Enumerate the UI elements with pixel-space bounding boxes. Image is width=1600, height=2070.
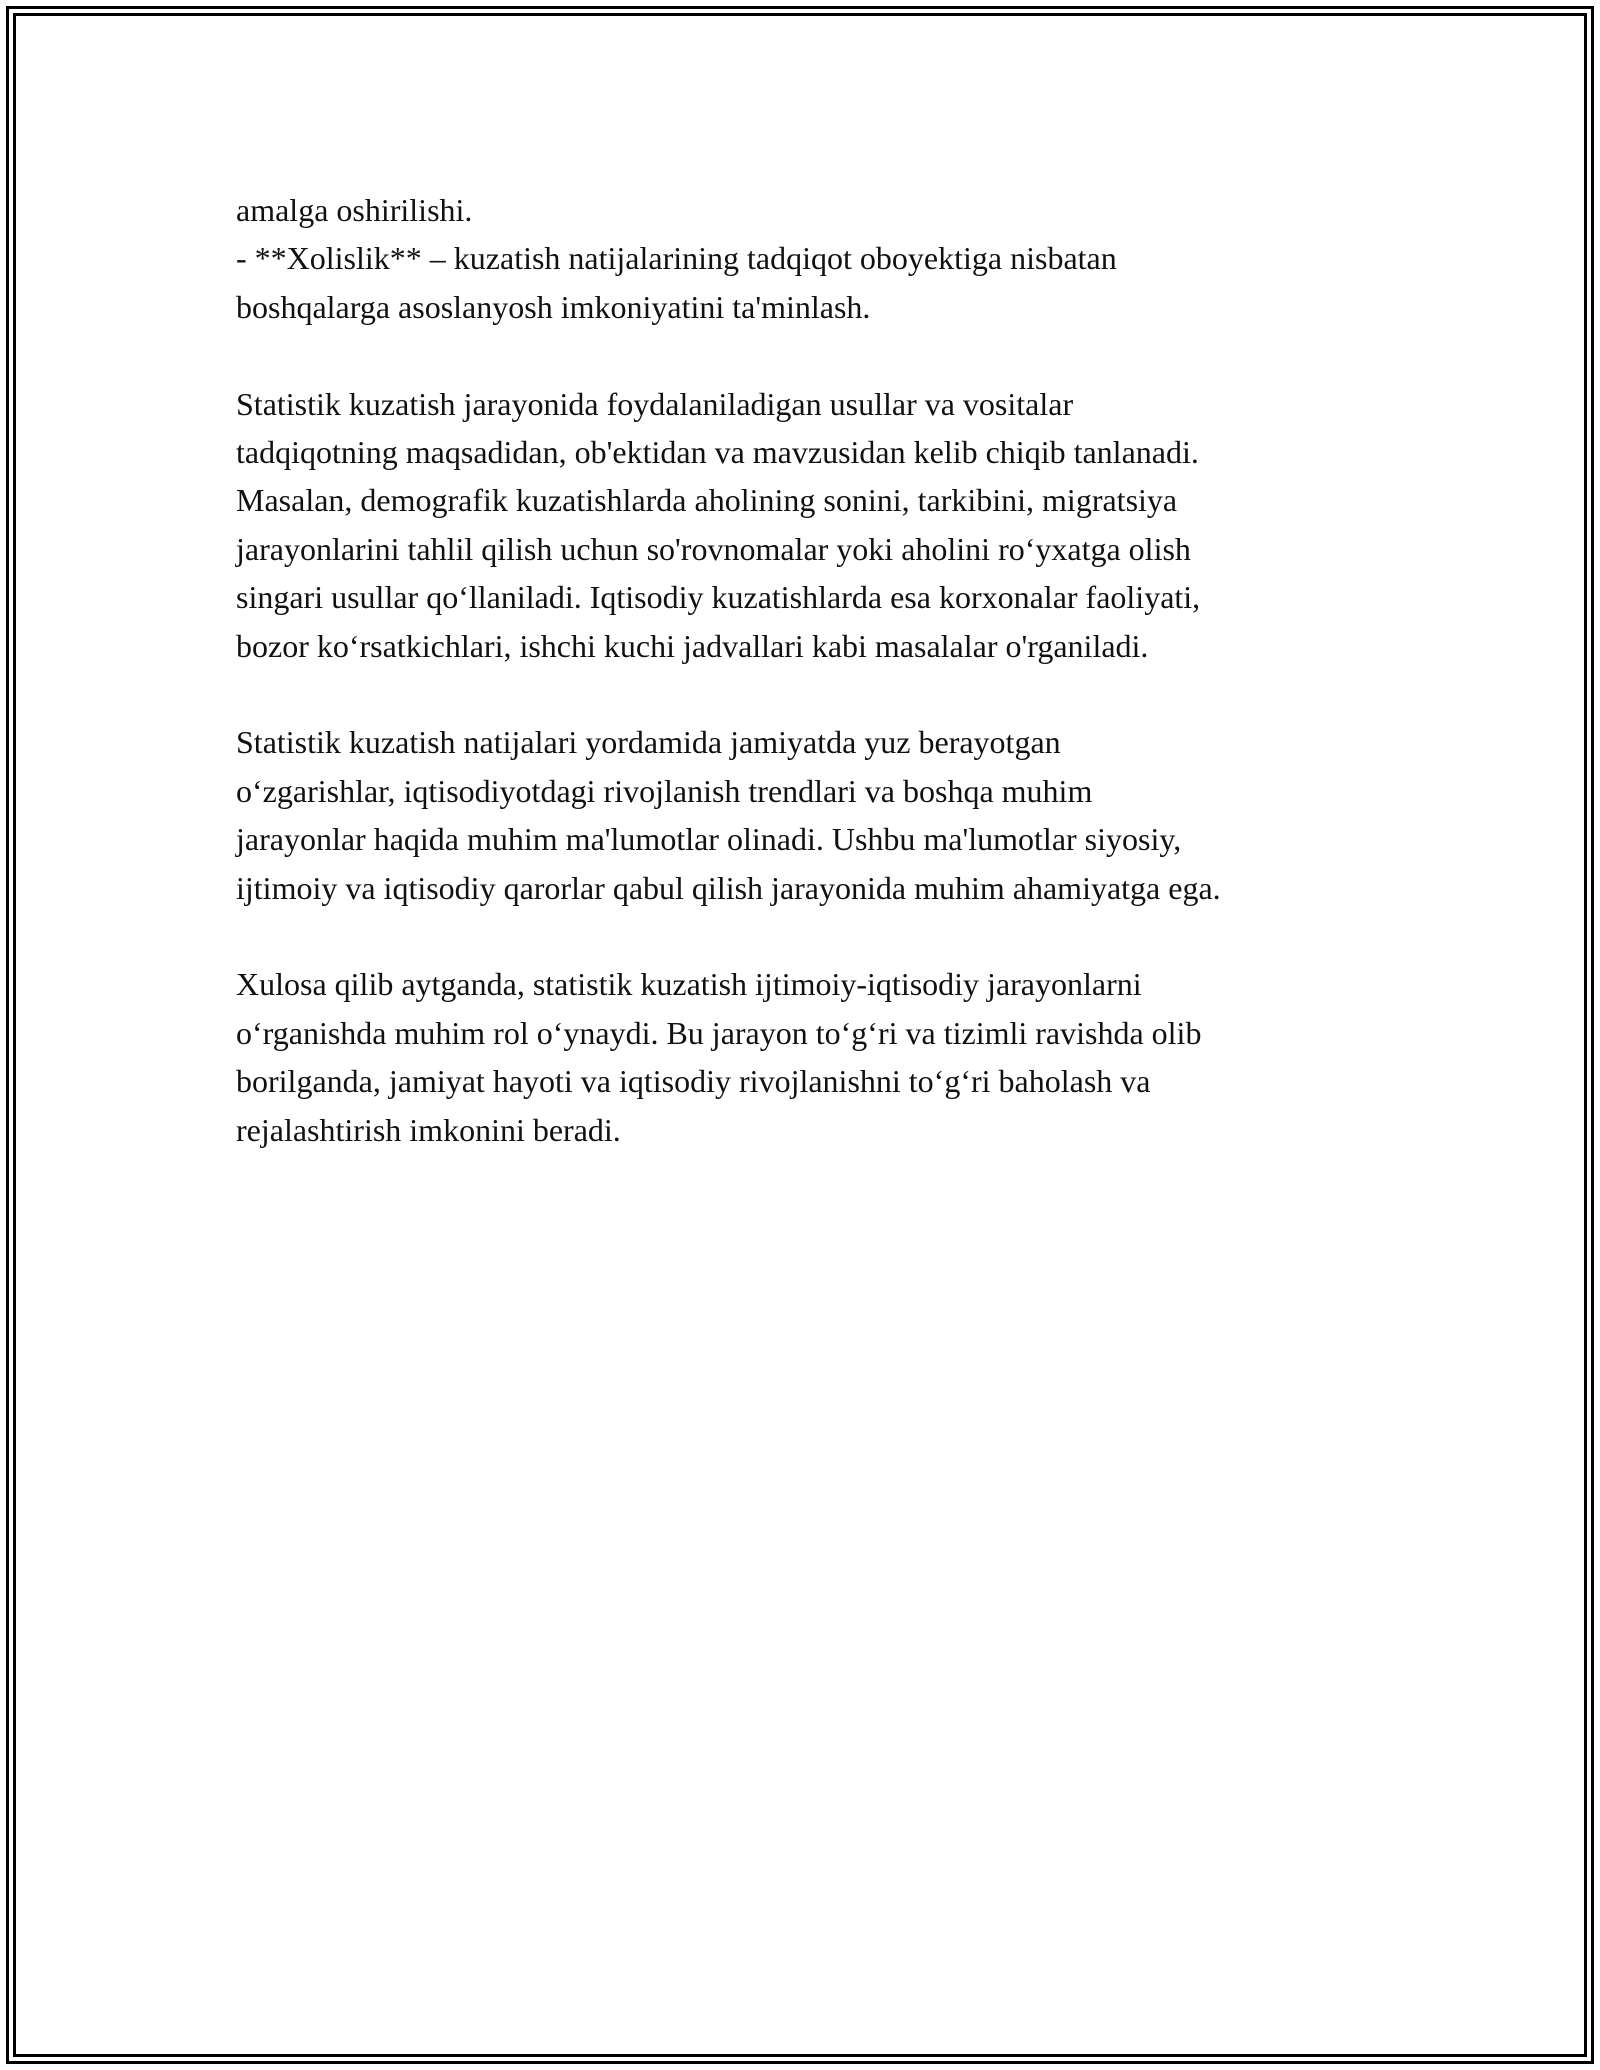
text-line: Statistik kuzatish natijalari yordamida jamiyatda yuz berayotgan <box>236 724 1061 761</box>
text-line: Masalan, demografik kuzatishlarda aholining sonini, tarkibini, migratsiya <box>236 482 1178 519</box>
text-line: rejalashtirish imkonini beradi. <box>236 1111 621 1148</box>
text-line: tadqiqotning maqsadidan, ob'ektidan va mavzusidan kelib chiqib tanlanadi. <box>236 434 1199 471</box>
text-line: - **Xolislik** – kuzatish natijalarining tadqiqot oboyektiga nisbatan <box>236 240 1117 277</box>
text-line: singari usullar qo‘llaniladi. Iqtisodiy kuzatishlarda esa korxonalar faoliyati, <box>236 579 1201 616</box>
text-line: amalga oshirilishi. <box>236 192 473 228</box>
text-line: jarayonlar haqida muhim ma'lumotlar olinadi. Ushbu ma'lumotlar siyosiy, <box>236 821 1182 858</box>
paragraph-3 <box>236 718 1416 912</box>
text-line: Statistik kuzatish jarayonida foydalaniladigan usullar va vositalar <box>236 385 1074 422</box>
text-line: jarayonlarini tahlil qilish uchun so'rovnomalar yoki aholini ro‘yxatga olish <box>236 530 1191 567</box>
text-line: ijtimoiy va iqtisodiy qarorlar qabul qilish jarayonida muhim ahamiyatga ega. <box>236 869 1221 906</box>
document-body <box>236 186 1416 1202</box>
text-line: borilganda, jamiyat hayoti va iqtisodiy rivojlanishni to‘g‘ri baholash va <box>236 1063 1151 1100</box>
text-line: boshqalarga asoslanyosh imkoniyatini ta'minlash. <box>236 288 871 325</box>
text-line: o‘zgarishlar, iqtisodiyotdagi rivojlanish trendlari va boshqa muhim <box>236 772 1093 809</box>
paragraph-2 <box>236 380 1416 670</box>
paragraph-4 <box>236 960 1416 1154</box>
text-line: Xulosa qilib aytganda, statistik kuzatish ijtimoiy-iqtisodiy jarayonlarni <box>236 966 1142 1003</box>
text-line: o‘rganishda muhim rol o‘ynaydi. Bu jarayon to‘g‘ri va tizimli ravishda olib <box>236 1014 1202 1051</box>
text-line: bozor ko‘rsatkichlari, ishchi kuchi jadvallari kabi masalalar o'rganiladi. <box>236 627 1149 664</box>
paragraph-1 <box>236 186 1416 331</box>
